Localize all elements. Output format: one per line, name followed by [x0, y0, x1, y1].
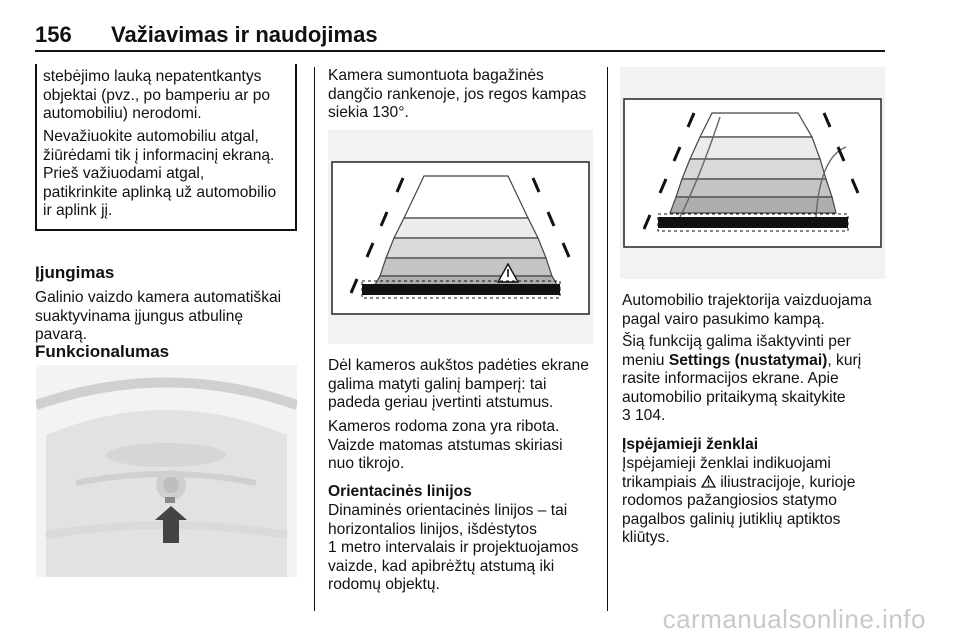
- text-line: objektai (pvz., po bamperiu ar po: [43, 86, 271, 104]
- text-line: rodomų objektų.: [328, 576, 440, 593]
- warning-signs-paragraph: [622, 455, 892, 548]
- text-line: patikrinkite aplinką už automobilio: [43, 183, 277, 201]
- column-divider-1: [314, 67, 315, 611]
- text-line: ir aplink jį.: [43, 202, 113, 219]
- page-reference: 3 104.: [622, 407, 666, 424]
- text-line: rodomos pažangiosios statymo: [622, 492, 837, 509]
- text-fragment: meniu: [622, 351, 669, 369]
- text-line: pagal vairo pasukimo kampą.: [622, 310, 825, 328]
- watermark: carmanualsonline.info: [662, 604, 926, 634]
- text-line: Galinio vaizdo kamera automatiškai: [35, 289, 282, 306]
- text-line: nuo tikrojo.: [328, 455, 405, 472]
- text-line: automobilio pritaikymą skaitykite: [622, 388, 846, 406]
- activation-paragraph: [35, 289, 305, 345]
- warning-box: [35, 64, 297, 231]
- settings-paragraph: [622, 333, 892, 426]
- text-line: dangčio rankenoje, jos regos kampas: [328, 85, 587, 103]
- page-number: 156: [35, 22, 72, 47]
- column-divider-2: [607, 67, 608, 611]
- warning-paragraph-1: [43, 68, 293, 124]
- chapter-title: Važiavimas ir naudojimas: [111, 22, 378, 47]
- settings-menu-label: Settings (nustatymai): [668, 351, 828, 369]
- text-line: Įspėjamieji ženklai indikuojami: [622, 455, 831, 472]
- warning-paragraph-2: [43, 128, 298, 221]
- text-line: Nevažiuokite automobiliu atgal,: [43, 128, 259, 145]
- trajectory-paragraph: [622, 292, 892, 329]
- text-line: [622, 474, 892, 493]
- trajectory-display-illustration: [620, 67, 885, 279]
- text-line: Kamera sumontuota bagažinės: [328, 67, 544, 84]
- text-line: suaktyvinama įjungus atbulinę: [35, 307, 244, 325]
- text-line: Prieš važiuodami atgal,: [43, 165, 205, 182]
- text-line: rasite informacijos ekrane. Apie: [622, 370, 839, 387]
- text-line: Šią funkciją galima išaktyvinti per: [622, 333, 851, 350]
- text-line: siekia 130°.: [328, 104, 409, 121]
- camera-mount-paragraph: [328, 67, 603, 123]
- camera-zone-paragraph: [328, 418, 603, 474]
- text-line: Kameros rodoma zona yra ribota.: [328, 418, 560, 435]
- text-line: stebėjimo lauką nepatentkantys: [43, 68, 262, 85]
- text-line: galima matyti galinį bamperį: tai: [328, 375, 547, 393]
- text-fragment: , kurį: [827, 351, 862, 369]
- tailgate-camera-illustration: [36, 365, 297, 577]
- text-line: [622, 352, 892, 371]
- text-line: padeda geriau įvertinti atstumus.: [328, 394, 554, 411]
- header-rule: [35, 50, 885, 52]
- text-line: kliūtys.: [622, 529, 670, 546]
- heading-guidelines: Orientacinės linijos: [328, 483, 472, 500]
- text-fragment: trikampiais: [622, 473, 701, 491]
- text-line: horizontalios linijos, išdėstytos: [328, 520, 537, 538]
- guidelines-paragraph: [328, 502, 603, 595]
- text-line: Dėl kameros aukštos padėties ekrane: [328, 357, 589, 374]
- guidelines-display-illustration: [328, 130, 593, 344]
- text-line: 1 metro intervalais ir projektuojamos: [328, 539, 579, 556]
- text-line: Vaizde matomas atstumas skiriasi: [328, 436, 563, 454]
- text-line: žiūrėdami tik į informacinį ekraną.: [43, 146, 275, 164]
- text-line: pagalbos galinių jutiklių aptiktos: [622, 510, 841, 528]
- text-line: Dinaminės orientacinės linijos – tai: [328, 502, 568, 519]
- page-header: [35, 22, 885, 52]
- text-line: Automobilio trajektorija vaizduojama: [622, 292, 872, 309]
- heading-warning-signs: Įspėjamieji ženklai: [622, 436, 759, 453]
- heading-functionality: Funkcionalumas: [35, 342, 170, 361]
- heading-activation: Įjungimas: [35, 263, 115, 282]
- camera-position-paragraph: [328, 357, 603, 413]
- text-line: vaizde, kad apibrėžtų atstumą iki: [328, 557, 555, 575]
- warning-triangle-icon: [701, 475, 716, 488]
- text-line: pavarą.: [35, 326, 88, 343]
- text-fragment: iliustracijoje, kurioje: [715, 473, 856, 491]
- text-line: automobiliu) nerodomi.: [43, 105, 202, 122]
